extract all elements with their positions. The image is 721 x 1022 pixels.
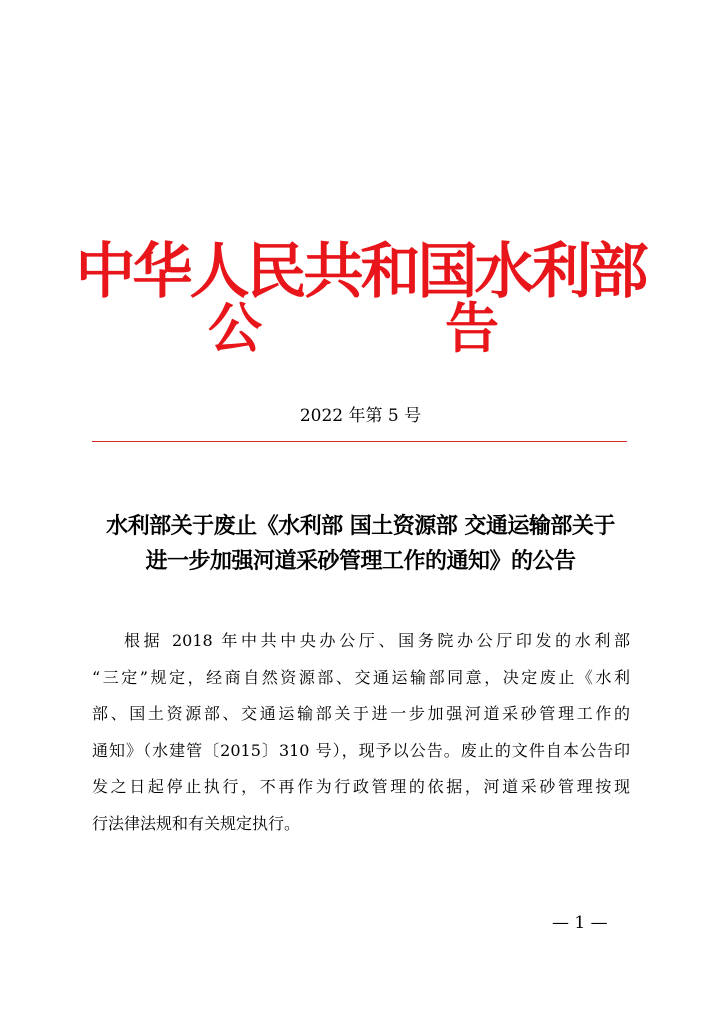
document-number: 2022 年第 5 号 (299, 406, 422, 426)
body-line: 部、国土资源部、交通运输部关于进一步加强河道采砂管理工作的 (92, 704, 630, 723)
masthead-char-gao: 告 (445, 296, 499, 360)
masthead-char-gong: 公 (208, 296, 262, 360)
page-number: — 1 — (552, 913, 608, 933)
document-title-line-2: 进一步加强河道采砂管理工作的通知》的公告 (145, 548, 576, 574)
body-line: “三定”规定，经商自然资源部、交通运输部同意，决定废止《水利 (92, 667, 630, 687)
masthead-org-name: 中华人民共和国水利部 (75, 237, 646, 307)
body-line: 根据 2018 年中共中央办公厅、国务院办公厅印发的水利部 (124, 631, 630, 650)
body-line: 行法律法规和有关规定执行。 (92, 813, 301, 833)
body-paragraph (92, 623, 630, 842)
body-line: 发之日起停止执行，不再作为行政管理的依据，河道采砂管理按现 (92, 777, 630, 796)
body-line: 通知》（水建管〔2015〕310 号），现予以公告。废止的文件自本公告印 (92, 740, 630, 760)
document-title (0, 509, 721, 579)
red-divider-line (92, 441, 627, 442)
document-title-line-1: 水利部关于废止《水利部 国土资源部 交通运输部关于 (106, 513, 615, 539)
